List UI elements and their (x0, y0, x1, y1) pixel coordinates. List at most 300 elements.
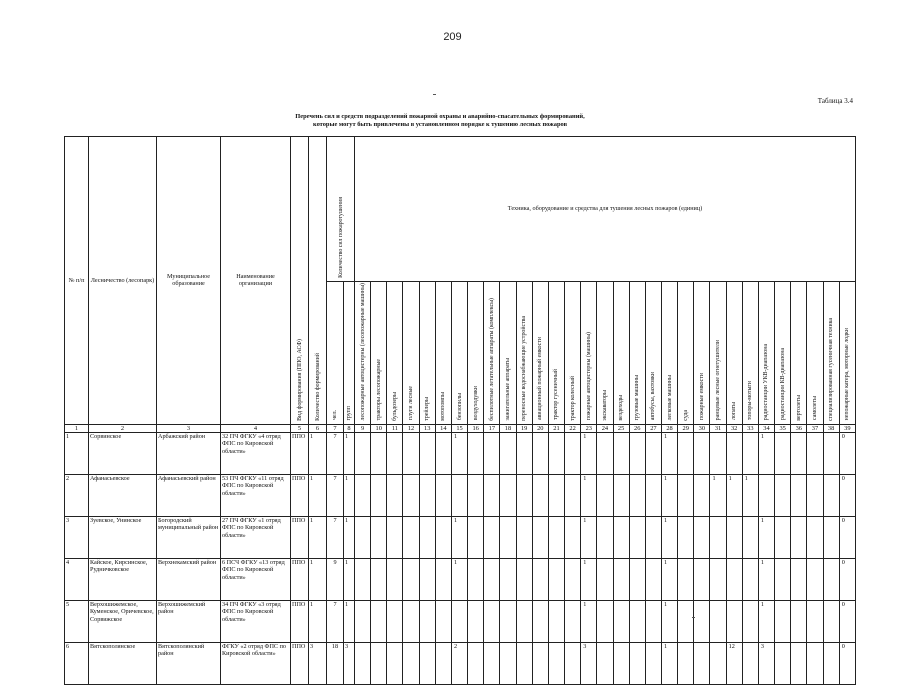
cell-equipment-14 (565, 601, 581, 643)
cell-equipment-1 (355, 601, 371, 643)
cell-persons: 7 (327, 517, 344, 559)
cell-equipment-15: 1 (581, 601, 597, 643)
column-number: 15 (451, 424, 467, 432)
cell-equipment-17 (613, 559, 629, 601)
cell-equipment-13 (548, 643, 564, 685)
header-equipment-26: радиостанции УКВ-диапазона (758, 282, 774, 425)
header-equipment-13: трактор гусеничный (548, 282, 564, 425)
cell-equipment-30 (823, 517, 839, 559)
cell-equipment-25 (742, 559, 758, 601)
column-number: 23 (581, 424, 597, 432)
cell-equipment-26 (758, 475, 774, 517)
cell-equipment-10 (500, 517, 516, 559)
cell-equipment-23 (710, 559, 726, 601)
column-number: 10 (371, 424, 387, 432)
cell-equipment-6 (435, 643, 451, 685)
column-number: 19 (516, 424, 532, 432)
cell-equipment-15: 1 (581, 433, 597, 475)
header-groups: групп (344, 282, 355, 425)
header-formation-type: Вид формирования (ППО, АСФ) (291, 137, 309, 425)
cell-equipment-14 (565, 559, 581, 601)
column-number: 36 (791, 424, 807, 432)
cell-municipality: Богородский муниципальный район (157, 517, 221, 559)
cell-equipment-24 (726, 559, 742, 601)
cell-equipment-14 (565, 517, 581, 559)
column-number: 38 (823, 424, 839, 432)
cell-equipment-16 (597, 559, 613, 601)
cell-forestry: Вятскополянское (89, 643, 157, 685)
cell-equipment-2 (371, 475, 387, 517)
cell-equipment-11 (516, 517, 532, 559)
header-personnel: Количество сил пожаротушения (327, 137, 355, 282)
header-equipment-25: топоры-мотыги (742, 282, 758, 425)
cell-equipment-29 (807, 517, 823, 559)
header-equipment-6: мотопомпы (435, 282, 451, 425)
cell-equipment-1 (355, 643, 371, 685)
cell-equipment-13 (548, 601, 564, 643)
cell-equipment-15: 3 (581, 643, 597, 685)
column-number: 35 (775, 424, 791, 432)
cell-municipality: Арбажский район (157, 433, 221, 475)
table-row (65, 559, 856, 601)
cell-equipment-11 (516, 643, 532, 685)
cell-equipment-5 (419, 433, 435, 475)
header-equipment-11: переносные водоснабжающие устройства (516, 282, 532, 425)
cell-equipment-4 (403, 517, 419, 559)
column-number: 34 (758, 424, 774, 432)
column-number: 26 (629, 424, 645, 432)
header-equipment-22: пожарные емкости (694, 282, 710, 425)
column-number: 37 (807, 424, 823, 432)
cell-equipment-29 (807, 601, 823, 643)
title-line-1: Перечень сил и средств подразделений пожарной охраны и аварийно-спасательных формирований, (295, 113, 585, 120)
cell-organization: 53 ПЧ ФГКУ «11 отряд ФПС по Кировской области» (221, 475, 291, 517)
cell-equipment-23 (710, 643, 726, 685)
cell-equipment-13 (548, 433, 564, 475)
column-number: 11 (387, 424, 403, 432)
cell-no: 5 (65, 601, 89, 643)
header-equipment-23: ранцевые лесные огнетушители (710, 282, 726, 425)
cell-equipment-31: 0 (839, 643, 855, 685)
cell-equipment-12 (532, 433, 548, 475)
cell-equipment-6 (435, 517, 451, 559)
cell-persons: 7 (327, 601, 344, 643)
table-row (65, 643, 856, 685)
cell-equipment-5 (419, 643, 435, 685)
header-no: № п/п (65, 137, 89, 425)
cell-equipment-31: 0 (839, 475, 855, 517)
cell-municipality: Вятскополянский район (157, 643, 221, 685)
header-organization: Наименование организации (221, 137, 291, 425)
cell-equipment-18 (629, 517, 645, 559)
cell-equipment-18 (629, 433, 645, 475)
cell-equipment-28 (791, 433, 807, 475)
cell-equipment-12 (532, 517, 548, 559)
header-equipment-24: лопаты (726, 282, 742, 425)
header-equipment-14: трактор колесный (565, 282, 581, 425)
cell-equipment-6 (435, 475, 451, 517)
document-title (230, 113, 650, 129)
cell-equipment-4 (403, 433, 419, 475)
scan-mark (692, 617, 695, 618)
page-number: 209 (443, 31, 462, 43)
cell-equipment-3 (387, 643, 403, 685)
cell-equipment-27 (775, 433, 791, 475)
cell-equipment-15: 1 (581, 475, 597, 517)
column-number: 30 (694, 424, 710, 432)
column-number: 27 (645, 424, 661, 432)
cell-equipment-19 (645, 517, 661, 559)
cell-equipment-2 (371, 517, 387, 559)
forces-table (64, 136, 856, 685)
table-row (65, 601, 856, 643)
cell-equipment-28 (791, 475, 807, 517)
cell-equipment-24 (726, 517, 742, 559)
cell-equipment-27 (775, 559, 791, 601)
cell-equipment-6 (435, 433, 451, 475)
cell-equipment-18 (629, 643, 645, 685)
cell-equipment-22 (694, 517, 710, 559)
header-equipment-3: бульдозеры (387, 282, 403, 425)
cell-equipment-9 (484, 475, 500, 517)
cell-equipment-1 (355, 475, 371, 517)
column-number: 2 (89, 424, 157, 432)
cell-equipment-1 (355, 559, 371, 601)
cell-equipment-29 (807, 475, 823, 517)
header-equipment-15: пожарные автоцистерны (машины) (581, 282, 597, 425)
cell-formation-count: 1 (309, 601, 327, 643)
column-number: 6 (309, 424, 327, 432)
cell-formation-type: ППО (291, 475, 309, 517)
header-equipment-2: тракторы лесопожарные (371, 282, 387, 425)
cell-equipment-11 (516, 475, 532, 517)
cell-equipment-16 (597, 433, 613, 475)
cell-organization: 6 ПСЧ ФГКУ «13 отряд ФПС по Кировской области» (221, 559, 291, 601)
cell-equipment-15: 1 (581, 559, 597, 601)
cell-equipment-5 (419, 475, 435, 517)
cell-organization: 32 ПЧ ФГКУ «4 отряд ФПС по Кировской области» (221, 433, 291, 475)
cell-equipment-1 (355, 517, 371, 559)
cell-organization: 34 ПЧ ФГКУ «3 отряд ФПС по Кировской области» (221, 601, 291, 643)
cell-equipment-7: 1 (451, 433, 467, 475)
cell-equipment-22 (694, 433, 710, 475)
column-number: 5 (291, 424, 309, 432)
column-number: 8 (344, 424, 355, 432)
cell-equipment-30 (823, 643, 839, 685)
header-equipment-8: воздуходувки (468, 282, 484, 425)
cell-equipment-7: 1 (451, 517, 467, 559)
cell-equipment-9 (484, 643, 500, 685)
cell-equipment-8 (468, 643, 484, 685)
column-number: 9 (355, 424, 371, 432)
cell-equipment-22 (694, 559, 710, 601)
cell-equipment-12 (532, 643, 548, 685)
cell-equipment-20: 1 (661, 517, 677, 559)
cell-equipment-14 (565, 475, 581, 517)
column-number: 7 (327, 424, 344, 432)
cell-municipality: Афанасьевский район (157, 475, 221, 517)
cell-equipment-21 (678, 433, 694, 475)
cell-equipment-15: 1 (581, 517, 597, 559)
cell-equipment-25 (742, 433, 758, 475)
cell-equipment-26: 3 (758, 643, 774, 685)
cell-equipment-10 (500, 475, 516, 517)
cell-equipment-17 (613, 433, 629, 475)
cell-equipment-16 (597, 475, 613, 517)
cell-equipment-20: 1 (661, 643, 677, 685)
column-number: 39 (839, 424, 855, 432)
cell-equipment-29 (807, 433, 823, 475)
cell-groups: 3 (344, 643, 355, 685)
cell-equipment-8 (468, 517, 484, 559)
cell-equipment-20: 1 (661, 601, 677, 643)
cell-equipment-19 (645, 475, 661, 517)
cell-equipment-2 (371, 601, 387, 643)
cell-formation-type: ППО (291, 559, 309, 601)
cell-formation-type: ППО (291, 433, 309, 475)
cell-equipment-8 (468, 433, 484, 475)
cell-equipment-31: 0 (839, 559, 855, 601)
cell-equipment-30 (823, 475, 839, 517)
cell-equipment-11 (516, 433, 532, 475)
cell-equipment-23 (710, 601, 726, 643)
cell-equipment-17 (613, 517, 629, 559)
cell-equipment-19 (645, 601, 661, 643)
column-number: 3 (157, 424, 221, 432)
cell-equipment-9 (484, 559, 500, 601)
cell-formation-count: 3 (309, 643, 327, 685)
cell-persons: 9 (327, 559, 344, 601)
header-equipment-29: самолеты (807, 282, 823, 425)
cell-equipment-16 (597, 601, 613, 643)
cell-formation-count: 1 (309, 475, 327, 517)
header-persons: чел. (327, 282, 344, 425)
cell-formation-type: ППО (291, 643, 309, 685)
cell-equipment-3 (387, 559, 403, 601)
column-number: 20 (532, 424, 548, 432)
cell-equipment-18 (629, 601, 645, 643)
column-number: 22 (565, 424, 581, 432)
title-line-2: которые могут быть привлечены в установленном порядке к тушению лесных пожаров (312, 121, 568, 128)
cell-equipment-10 (500, 601, 516, 643)
header-equipment-12: авиационный пожарный емкости (532, 282, 548, 425)
cell-equipment-6 (435, 559, 451, 601)
cell-equipment-21 (678, 601, 694, 643)
header-equipment-18: грузовые машины (629, 282, 645, 425)
cell-equipment-20: 1 (661, 559, 677, 601)
table-row (65, 475, 856, 517)
cell-equipment-22 (694, 643, 710, 685)
cell-no: 4 (65, 559, 89, 601)
cell-equipment-27 (775, 475, 791, 517)
cell-equipment-3 (387, 517, 403, 559)
column-number: 12 (403, 424, 419, 432)
column-number: 29 (678, 424, 694, 432)
cell-equipment-29 (807, 643, 823, 685)
cell-equipment-31: 0 (839, 433, 855, 475)
cell-equipment-20: 1 (661, 475, 677, 517)
cell-equipment-24: 1 (726, 475, 742, 517)
cell-equipment-31: 0 (839, 601, 855, 643)
header-forestry: Лесничество (лесопарк) (89, 137, 157, 425)
column-number: 24 (597, 424, 613, 432)
cell-organization: ФГКУ «2 отряд ФПС по Кировской области» (221, 643, 291, 685)
cell-equipment-24: 12 (726, 643, 742, 685)
cell-equipment-12 (532, 475, 548, 517)
cell-equipment-19 (645, 559, 661, 601)
cell-equipment-10 (500, 433, 516, 475)
column-number: 1 (65, 424, 89, 432)
column-number: 13 (419, 424, 435, 432)
cell-equipment-21 (678, 517, 694, 559)
column-number: 21 (548, 424, 564, 432)
cell-equipment-13 (548, 559, 564, 601)
cell-equipment-26: 1 (758, 517, 774, 559)
cell-no: 1 (65, 433, 89, 475)
cell-municipality: Верхошижемский район (157, 601, 221, 643)
cell-equipment-2 (371, 433, 387, 475)
table-row (65, 517, 856, 559)
cell-equipment-22 (694, 475, 710, 517)
cell-persons: 7 (327, 433, 344, 475)
cell-persons: 7 (327, 475, 344, 517)
cell-formation-count: 1 (309, 433, 327, 475)
cell-equipment-8 (468, 559, 484, 601)
header-equipment-20: легковые машины (661, 282, 677, 425)
cell-equipment-9 (484, 433, 500, 475)
cell-equipment-7 (451, 601, 467, 643)
cell-equipment-1 (355, 433, 371, 475)
header-equipment-21: суда (678, 282, 694, 425)
cell-equipment-30 (823, 433, 839, 475)
table-label: Таблица 3.4 (817, 97, 853, 105)
cell-formation-count: 1 (309, 559, 327, 601)
cell-equipment-5 (419, 559, 435, 601)
cell-equipment-24 (726, 433, 742, 475)
cell-equipment-12 (532, 559, 548, 601)
cell-equipment-23: 1 (710, 475, 726, 517)
cell-equipment-4 (403, 601, 419, 643)
cell-equipment-21 (678, 475, 694, 517)
header-equipment-19: автобусы, вахтовки (645, 282, 661, 425)
cell-equipment-19 (645, 643, 661, 685)
cell-equipment-2 (371, 643, 387, 685)
cell-equipment-26: 1 (758, 559, 774, 601)
scan-mark (433, 94, 436, 95)
cell-equipment-18 (629, 559, 645, 601)
cell-formation-count: 1 (309, 517, 327, 559)
column-number: 17 (484, 424, 500, 432)
cell-equipment-4 (403, 559, 419, 601)
column-number: 28 (661, 424, 677, 432)
cell-formation-type: ППО (291, 517, 309, 559)
cell-equipment-10 (500, 643, 516, 685)
cell-equipment-25: 1 (742, 475, 758, 517)
header-equipment-17: вездеходы (613, 282, 629, 425)
header-equipment-31: непожарные катера, моторные лодки (839, 282, 855, 425)
header-equipment-9: беспилотные летательные аппараты (комплексы) (484, 282, 500, 425)
cell-groups: 1 (344, 601, 355, 643)
cell-forestry: Верхошижемское, Куменское, Оричевское, Сорвижское (89, 601, 157, 643)
cell-forestry: Зуевское, Унинское (89, 517, 157, 559)
cell-no: 2 (65, 475, 89, 517)
cell-groups: 1 (344, 433, 355, 475)
cell-equipment-8 (468, 475, 484, 517)
cell-equipment-4 (403, 643, 419, 685)
column-number: 32 (726, 424, 742, 432)
cell-equipment-10 (500, 559, 516, 601)
cell-equipment-7 (451, 475, 467, 517)
cell-equipment-11 (516, 559, 532, 601)
cell-municipality: Верхнекамский район (157, 559, 221, 601)
cell-equipment-5 (419, 601, 435, 643)
cell-no: 6 (65, 643, 89, 685)
cell-equipment-26: 1 (758, 433, 774, 475)
cell-equipment-27 (775, 601, 791, 643)
cell-equipment-29 (807, 559, 823, 601)
cell-equipment-27 (775, 643, 791, 685)
header-equipment-4: плуги лесные (403, 282, 419, 425)
cell-equipment-21 (678, 559, 694, 601)
header-equipment-16: экскаваторы (597, 282, 613, 425)
cell-equipment-14 (565, 433, 581, 475)
cell-equipment-5 (419, 517, 435, 559)
header-equipment-group: Техника, оборудование и средства для тушения лесных пожаров (единиц) (355, 137, 856, 282)
cell-equipment-20: 1 (661, 433, 677, 475)
cell-organization: 27 ПЧ ФГКУ «1 отряд ФПС по Кировской области» (221, 517, 291, 559)
cell-no: 3 (65, 517, 89, 559)
cell-equipment-17 (613, 643, 629, 685)
cell-persons: 18 (327, 643, 344, 685)
cell-equipment-13 (548, 517, 564, 559)
header-equipment-10: зажигательные аппараты (500, 282, 516, 425)
cell-equipment-27 (775, 517, 791, 559)
column-number: 18 (500, 424, 516, 432)
cell-equipment-21 (678, 643, 694, 685)
cell-equipment-2 (371, 559, 387, 601)
header-equipment-1: лесопожарные автоцистерны (лесопожарные машины) (355, 282, 371, 425)
header-equipment-28: вертолеты (791, 282, 807, 425)
cell-equipment-23 (710, 433, 726, 475)
cell-equipment-19 (645, 433, 661, 475)
cell-equipment-12 (532, 601, 548, 643)
cell-equipment-3 (387, 475, 403, 517)
header-equipment-7: бензопилы (451, 282, 467, 425)
header-equipment-30: специализированная гусеничная техника (823, 282, 839, 425)
header-municipality: Муниципальное образование (157, 137, 221, 425)
cell-equipment-28 (791, 643, 807, 685)
cell-equipment-24 (726, 601, 742, 643)
cell-equipment-11 (516, 601, 532, 643)
cell-equipment-25 (742, 601, 758, 643)
column-number: 31 (710, 424, 726, 432)
cell-equipment-28 (791, 601, 807, 643)
cell-equipment-3 (387, 601, 403, 643)
cell-equipment-7: 2 (451, 643, 467, 685)
cell-forestry: Кайское, Кирсинское, Рудничковское (89, 559, 157, 601)
cell-equipment-25 (742, 517, 758, 559)
cell-equipment-25 (742, 643, 758, 685)
cell-groups: 1 (344, 475, 355, 517)
cell-equipment-9 (484, 517, 500, 559)
cell-equipment-4 (403, 475, 419, 517)
column-number: 33 (742, 424, 758, 432)
cell-equipment-23 (710, 517, 726, 559)
cell-equipment-17 (613, 475, 629, 517)
cell-equipment-17 (613, 601, 629, 643)
cell-groups: 1 (344, 559, 355, 601)
cell-forestry: Афанасьевское (89, 475, 157, 517)
